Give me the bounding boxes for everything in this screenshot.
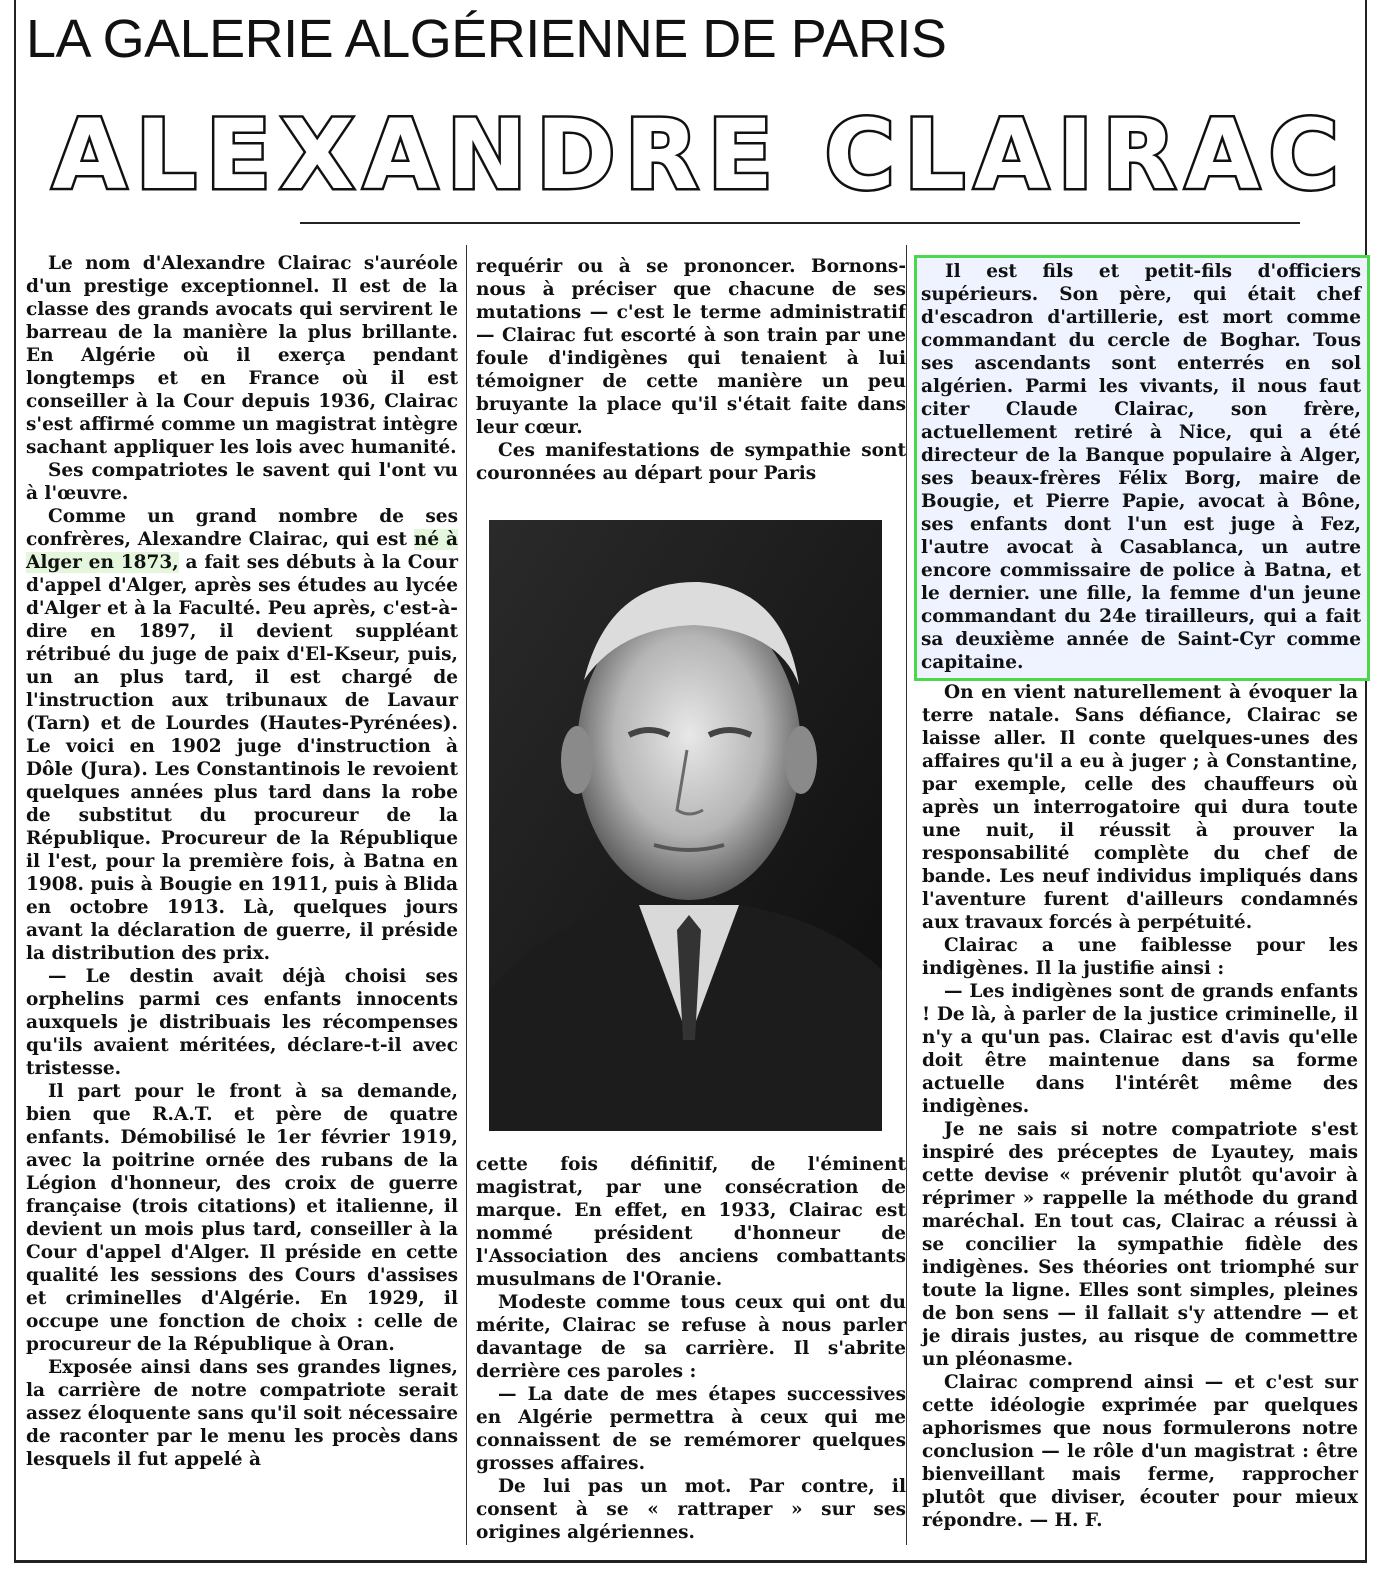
- paragraph: Clairac a une faiblesse pour les indigènes. Il la justifie ainsi :: [922, 935, 1358, 979]
- page-frame-left: [14, 0, 16, 1560]
- paragraph: requérir ou à se prononcer. Bornons-nous à préciser que chacune de ses mutations — c'est le terme administratif — Clairac fut escorté à son train par une foule d'indigènes qui tenaient à lui témoigner de cette manière un peu bruyante la place qu'il s'était faite dans leur cœur.: [476, 256, 906, 438]
- quote-paragraph: — Les indigènes sont de grands enfants ! De là, à parler de la justice criminelle, il n'y a qu'un pas. Clairac est d'avis qu'elle doit être maintenue dans sa forme actuelle dans l'intérêt même des indigènes.: [922, 981, 1358, 1117]
- article-column-2-top: [476, 255, 906, 495]
- paragraph: Exposée ainsi dans ses grandes lignes, la carrière de notre compatriote serait assez éloquente sans qu'il soit nécessaire de raconter par le menu les procès dans lesquels il fut appelé à: [26, 1357, 458, 1470]
- paragraph: On en vient naturellement à évoquer la terre natale. Sans défiance, Clairac se laisse aller. Il conte quelques-unes des affaires qu'il a eu à juger ; à Constantine, par exemple, celle des chauffeurs où après un interrogatoire qui dura toute une nuit, il réussit à prouver la responsabilité complète du chef de bande. Les neuf individus impliqués dans l'aventure furent d'ailleurs condamnés aux travaux forcés à perpétuité.: [922, 682, 1358, 933]
- column-divider-2: [906, 245, 907, 1545]
- paragraph: [26, 505, 458, 965]
- highlighted-birth-date: né à Alger en 1873,: [26, 529, 458, 573]
- quote-paragraph: — La date de mes étapes successives en Algérie permettra à ceux qui me connaissent de se remémorer quelques grosses affaires.: [476, 1384, 906, 1474]
- paragraph: cette fois définitif, de l'éminent magistrat, par une consécration de marque. En effet, en 1933, Clairac est nommé président d'honneur de l'Association des anciens combattants musulmans de l'Oranie.: [476, 1154, 906, 1290]
- section-kicker: LA GALERIE ALGÉRIENNE DE PARIS: [26, 9, 947, 69]
- paragraph: Le nom d'Alexandre Clairac s'auréole d'un prestige exceptionnel. Il est de la classe des grands avocats qui servirent le barreau de la manière la plus brillante. En Algérie où il exerça pendant longtemps et en France où il est conseiller à la Cour depuis 1936, Clairac s'est affirmé comme un magistrat intègre sachant appliquer les lois avec humanité.: [26, 253, 458, 458]
- headline-rule: [300, 222, 1300, 224]
- paragraph: Clairac comprend ainsi — et c'est sur cette idéologie exprimée par quelques aphorismes que nous formulerons notre conclusion — le rôle d'un magistrat : être bienveillant mais ferme, rapprocher plutôt que diviser, écouter pour mieux répondre. — H. F.: [922, 1372, 1358, 1531]
- paragraph: De lui pas un mot. Par contre, il consent à se « rattraper » sur ses origines algériennes.: [476, 1476, 906, 1543]
- paragraph: Modeste comme tous ceux qui ont du mérite, Clairac se refuse à nous parler davantage de sa carrière. Il s'abrite derrière ces paroles :: [476, 1292, 906, 1382]
- text-run: a fait ses débuts à la Cour d'appel d'Alger, après ses études au lycée d'Alger et à la Faculté. Peu après, c'est-à-dire en 1897, il devient suppléant rétribué du juge de paix d'El-Kseur, puis, un an plus tard, il est chargé de l'instruction aux tribunaux de Lavaur (Tarn) et de Lourdes (Hautes-Pyrénées). Le voici en 1902 juge d'instruction à Dôle (Jura). Les Constantinois le revoient quelques années plus tard dans la robe de substitut du procureur de la République. Procureur de la République il l'est, pour la première fois, à Batna en 1908. puis à Bougie en 1911, puis à Blida en octobre 1913. Là, quelques jours avant la déclaration de guerre, il préside la distribution des prix.: [26, 552, 459, 964]
- quote-paragraph: — Le destin avait déjà choisi ses orphelins parmi ces enfants innocents auxquels je distribuais les récompenses qu'ils avaient méritées, déclare-t-il avec tristesse.: [26, 966, 458, 1079]
- page-frame-right: [1365, 0, 1367, 1560]
- article-column-2-bottom: [476, 1153, 906, 1543]
- article-headline: ALEXANDRE CLAIRAC: [52, 99, 1348, 211]
- paragraph: Il part pour le front à sa demande, bien que R.A.T. et père de quatre enfants. Démobilisé le 1er février 1919, avec la poitrine ornée des rubans de la Légion d'honneur, des croix de guerre française (trois citations) et italienne, il devient un mois plus tard, conseiller à la Cour d'appel d'Alger. Il préside en cette qualité les sessions des Cours d'assises et criminelles d'Algérie. En 1929, il occupe une fonction de choix : celle de procureur de la République à Oran.: [26, 1081, 458, 1355]
- highlighted-family-passage: [914, 255, 1370, 681]
- paragraph: Ces manifestations de sympathie sont couronnées au départ pour Paris: [476, 440, 906, 484]
- text-run: Comme un grand nombre de ses confrères, Alexandre Clairac, qui est: [26, 506, 458, 550]
- paragraph: Je ne sais si notre compatriote s'est inspiré des préceptes de Lyautey, mais cette devise « prévenir plutôt qu'avoir à réprimer » rappelle la méthode du grand maréchal. En tout cas, Clairac a réussi à se concilier la sympathie fidèle des indigènes. Ses théories ont triomphé sur toute la ligne. Elles sont simples, pleines de bon sens — il fallait s'y attendre — et je dirais justes, au risque de commettre un pléonasme.: [922, 1119, 1358, 1370]
- paragraph: Ses compatriotes le savent qui l'ont vu à l'œuvre.: [26, 460, 458, 504]
- portrait-image: [489, 520, 882, 1131]
- column-divider-1: [466, 245, 467, 1545]
- article-column-1: [26, 252, 458, 1542]
- article-column-3: [921, 255, 1361, 1545]
- portrait-photo: [489, 520, 882, 1131]
- bottom-rule: [14, 1560, 1367, 1563]
- paragraph: Il est fils et petit-fils d'officiers supérieurs. Son père, qui était chef d'escadron d'artillerie, est mort comme commandant du cercle de Boghar. Tous ses ascendants sont enterrés en sol algérien. Parmi les vivants, il nous faut citer Claude Clairac, son frère, actuellement retiré à Nice, qui a été directeur de la Banque populaire à Alger, ses beaux-frères Félix Borg, maire de Bougie, et Pierre Papie, avocat à Bône, ses enfants dont l'un est juge à Fez, l'autre avocat à Casablanca, un autre encore commissaire de police à Batna, et le dernier. une fille, la femme d'un jeune commandant du 24e tirailleurs, qui a fait sa deuxième année de Saint-Cyr comme capitaine.: [921, 261, 1361, 673]
